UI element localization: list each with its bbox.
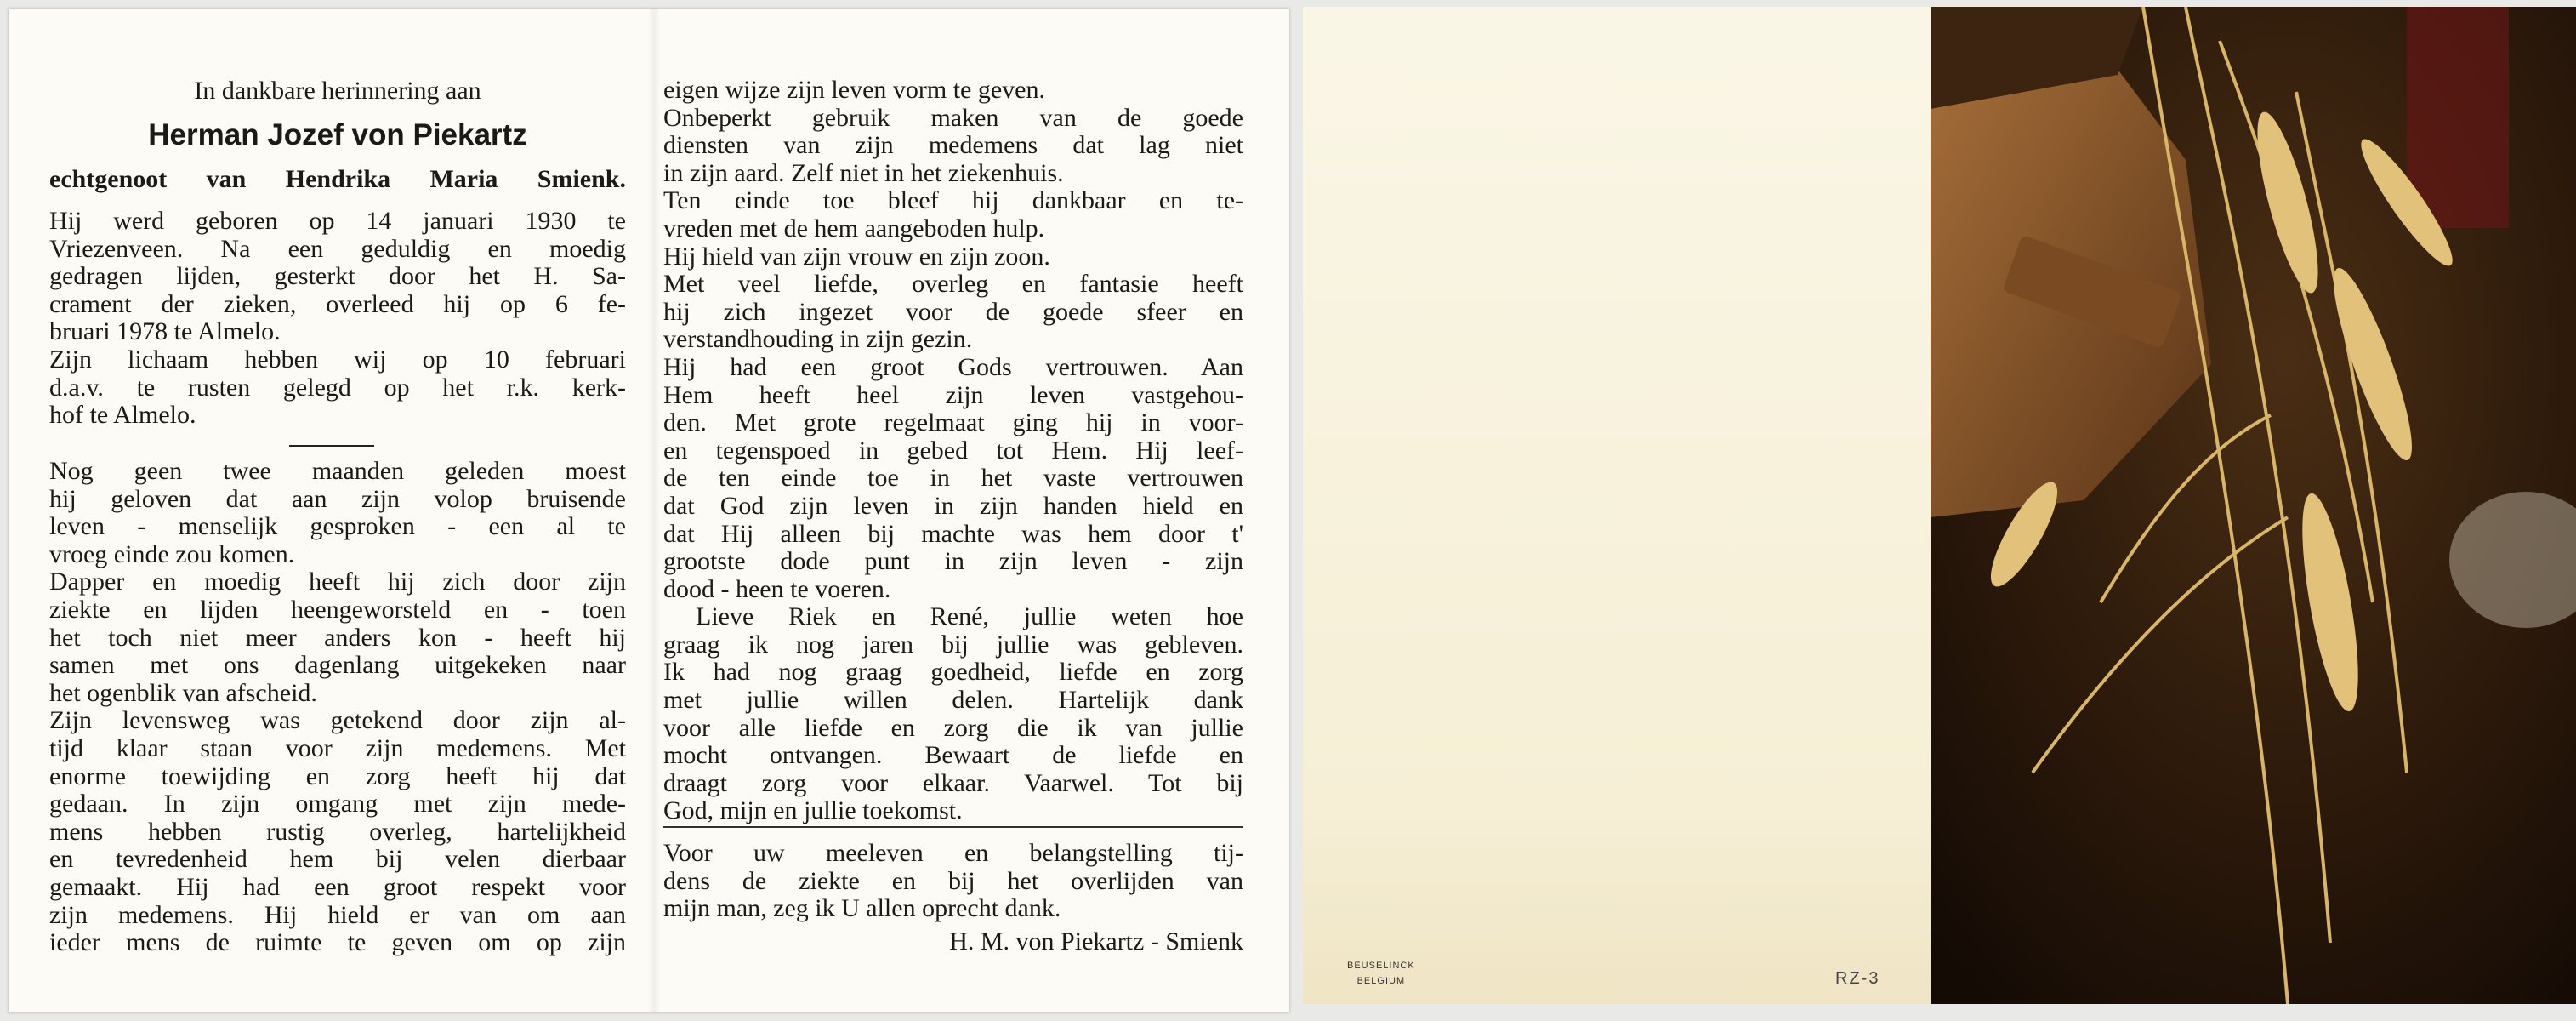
text-line: hof te Almelo. <box>49 401 196 430</box>
text-line: Voor uw meeleven en belangstelling tij- <box>663 839 1243 867</box>
text-line: met jullie willen delen. Hartelijk dank <box>663 686 1243 715</box>
memorial-card-outside <box>1303 7 2576 1004</box>
memorial-card-inside <box>9 9 1289 1012</box>
text-line: mijn man, zeg ik U allen oprecht dank. <box>663 894 1061 923</box>
biography-body <box>49 458 626 957</box>
text-line: Zijn lichaam hebben wij op 10 februari <box>49 345 626 374</box>
text-line: Hij had een groot Gods vertrouwen. Aan <box>663 352 1243 381</box>
printer-mark <box>1347 958 1415 989</box>
text-line: gedaan. In zijn omgang met zijn mede- <box>49 790 626 819</box>
text-line: het ogenblik van afscheid. <box>49 678 317 707</box>
text-line: Ik had nog graag goedheid, liefde en zorg <box>663 658 1243 687</box>
card-code: RZ-3 <box>1835 969 1880 988</box>
text-line: ieder mens de ruimte te geven om op zijn <box>49 928 626 957</box>
biography-continued <box>663 77 1243 825</box>
text-line: gemaakt. Hij had een groot respekt voor <box>49 872 626 901</box>
text-line: bruari 1978 te Almelo. <box>49 317 281 346</box>
text-line: mens hebben rustig overleg, hartelijkheid <box>49 817 626 846</box>
text-line: ziekte en lijden heengeworsteld en - toen <box>49 595 626 624</box>
text-line: hij geloven dat aan zijn volop bruisende <box>49 484 626 513</box>
text-line: en tegenspoed in gebed tot Hem. Hij leef- <box>663 436 1243 465</box>
text-line: dood - heen te voeren. <box>663 574 891 603</box>
text-line: crament der zieken, overleed hij op 6 fe- <box>49 289 626 318</box>
heading: In dankbare herinnering aan <box>194 77 481 105</box>
thanks-text <box>663 840 1243 923</box>
text-line: verstandhouding in zijn gezin. <box>663 325 973 354</box>
wheat-image <box>1931 7 2576 1004</box>
text-line: mocht ontvangen. Bewaart de liefde en <box>663 741 1243 770</box>
text-line: dat God zijn leven in zijn handen hield en <box>663 491 1243 520</box>
printer-country: BELGIUM <box>1356 976 1406 986</box>
divider <box>289 445 374 447</box>
back-panel <box>1303 7 1931 1004</box>
text-line: voor alle liefde en zorg die ik van jullie <box>663 713 1243 742</box>
text-line: het toch niet meer anders kon - heeft hij <box>49 623 626 652</box>
text-line: God, mijn en jullie toekomst. <box>663 796 963 825</box>
text-line: eigen wijze zijn leven vorm te geven. <box>663 76 1045 104</box>
text-line: diensten van zijn medemens dat lag niet <box>663 131 1243 160</box>
text-line: Hem heeft heel zijn leven vastgehou- <box>663 380 1243 409</box>
text-line: gedragen lijden, gesterkt door het H. Sa- <box>49 262 626 291</box>
text-line: graag ik nog jaren bij jullie was gebleven. <box>663 630 1243 659</box>
text-line: Onbeperkt gebruik maken van de goede <box>663 103 1243 132</box>
text-line: Met veel liefde, overleg en fantasie heeft <box>663 270 1243 299</box>
text-line: hij zich ingezet voor de goede sfeer en <box>663 297 1243 326</box>
separator-rule <box>663 826 1243 828</box>
text-line: tijd klaar staan voor zijn medemens. Met <box>49 733 626 762</box>
text-line: dens de ziekte en bij het overlijden van <box>663 866 1243 895</box>
text-line: Dapper en moedig heeft hij zich door zijn <box>49 568 626 596</box>
text-line: de ten einde toe in het vaste vertrouwen <box>663 464 1243 493</box>
text-line: Nog geen twee maanden geleden moest <box>49 457 626 485</box>
text-line: enorme toewijding en zorg heeft hij dat <box>49 761 626 790</box>
text-line: zijn medemens. Hij hield er van om aan <box>49 900 626 929</box>
signature: H. M. von Piekartz - Smienk <box>949 927 1243 955</box>
text-line: Vriezenveen. Na een geduldig en moedig <box>49 234 626 263</box>
wheat-photo <box>1931 7 2576 1004</box>
text-line: draagt zorg voor elkaar. Vaarwel. Tot bij <box>663 768 1243 797</box>
text-line: d.a.v. te rusten gelegd op het r.k. kerk- <box>49 373 626 402</box>
text-line: grootste dode punt in zijn leven - zijn <box>663 547 1243 576</box>
text-line: den. Met grote regelmaat ging hij in voor- <box>663 408 1243 437</box>
spouse-line: echtgenoot van Hendrika Maria Smienk. <box>49 165 626 193</box>
card-fold <box>648 9 660 1012</box>
text-line: Hij hield van zijn vrouw en zijn zoon. <box>663 242 1050 271</box>
text-line: dat Hij alleen bij machte was hem door t' <box>663 519 1243 548</box>
text-line: leven - menselijk gesproken - een al te <box>49 512 626 541</box>
text-line: in zijn aard. Zelf niet in het ziekenhuis. <box>663 158 1064 187</box>
biography-top <box>49 208 626 430</box>
deceased-name: Herman Jozef von Piekartz <box>148 118 527 151</box>
text-line: vreden met de hem aangeboden hulp. <box>663 214 1045 242</box>
text-line: en tevredenheid hem bij velen dierbaar <box>49 845 626 874</box>
red-blur <box>2407 7 2509 228</box>
text-line: Ten einde toe bleef hij dankbaar en te- <box>663 186 1243 215</box>
text-line: samen met ons dagenlang uitgekeken naar <box>49 651 626 680</box>
text-line: Lieve Riek en René, jullie weten hoe <box>696 602 1243 631</box>
text-line: Zijn levensweg was getekend door zijn al- <box>49 706 626 735</box>
text-line: Hij werd geboren op 14 januari 1930 te <box>49 207 626 235</box>
printer-name: BEUSELINCK <box>1347 961 1415 971</box>
text-line: vroeg einde zou komen. <box>49 539 295 568</box>
